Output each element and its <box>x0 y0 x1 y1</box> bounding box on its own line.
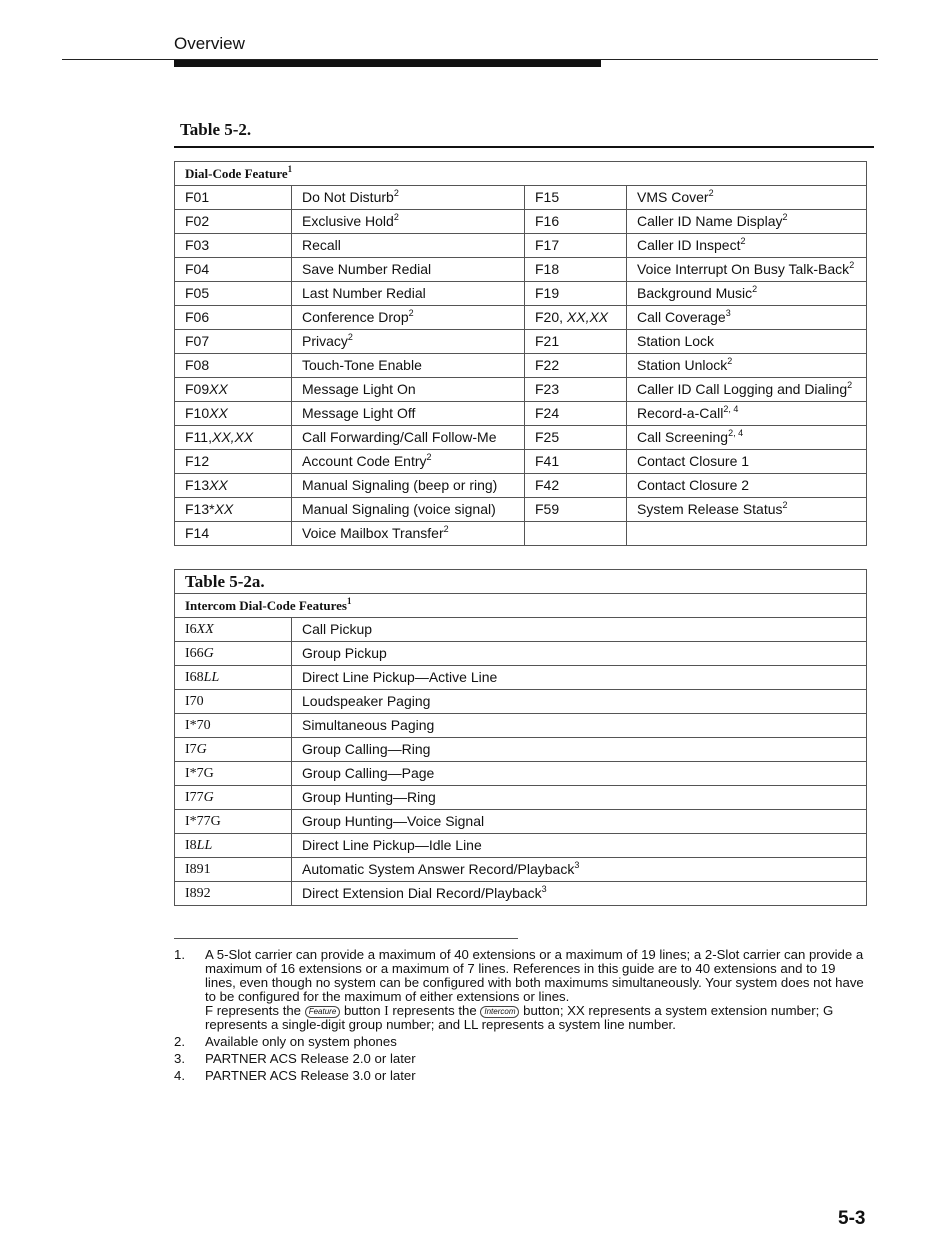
dial-code-variable: LL <box>196 838 213 853</box>
dial-code-cell <box>525 306 627 330</box>
feature-name-cell <box>627 306 867 330</box>
dial-code-variable: XX <box>209 381 228 397</box>
dial-code-prefix: F41 <box>535 453 560 469</box>
feature-name-cell <box>292 810 867 834</box>
table-row <box>175 786 867 810</box>
feature-name-cell <box>292 882 867 906</box>
dial-code-prefix: F13 <box>185 477 210 493</box>
dial-code-prefix: I*70 <box>185 718 211 733</box>
feature-name: Contact Closure 1 <box>637 453 750 469</box>
feature-name: VMS Cover <box>637 189 709 205</box>
dial-code-variable: XX <box>209 405 228 421</box>
feature-name-cell <box>627 258 867 282</box>
footnote-1-text-b1: F represents the <box>205 1003 302 1018</box>
footnote-4 <box>174 1069 866 1083</box>
feature-name: Manual Signaling (voice signal) <box>302 501 496 517</box>
table-header-row <box>175 594 867 618</box>
table-row <box>175 426 867 450</box>
feature-name-cell <box>292 258 525 282</box>
footnote-number: 1. <box>174 947 185 962</box>
feature-name-cell <box>292 714 867 738</box>
table-row <box>175 618 867 642</box>
footnote-2 <box>174 1035 866 1049</box>
dial-code-cell <box>175 450 292 474</box>
dial-code-variable: G <box>203 790 214 805</box>
dial-code-cell <box>175 690 292 714</box>
feature-name-cell <box>292 282 525 306</box>
dial-code-cell <box>175 642 292 666</box>
dial-code-cell <box>525 186 627 210</box>
feature-name-cell <box>292 618 867 642</box>
feature-name: System Release Status <box>637 501 783 517</box>
table-row <box>175 834 867 858</box>
footnote-ref: 3 <box>541 884 547 894</box>
caption-rule <box>174 146 874 148</box>
dial-code-cell <box>175 786 292 810</box>
dial-code-cell <box>525 426 627 450</box>
feature-name-cell <box>627 186 867 210</box>
dial-code-prefix: I*7G <box>185 766 214 781</box>
dial-code-prefix: I6 <box>185 622 197 637</box>
feature-name-cell <box>292 306 525 330</box>
feature-name-cell <box>292 522 525 546</box>
footnote-number: 4. <box>174 1068 185 1083</box>
dial-code-cell <box>175 210 292 234</box>
feature-name: Conference Drop <box>302 309 409 325</box>
table-row <box>175 378 867 402</box>
footnote-ref: 3 <box>725 308 731 318</box>
feature-name-cell <box>292 354 525 378</box>
dial-code-cell <box>525 474 627 498</box>
feature-name-cell <box>627 234 867 258</box>
dial-code-cell <box>525 210 627 234</box>
feature-name-cell <box>627 474 867 498</box>
feature-name: Group Pickup <box>302 645 387 661</box>
table-row <box>175 762 867 786</box>
feature-name: Direct Line Pickup—Idle Line <box>302 837 482 853</box>
dial-code-cell <box>175 354 292 378</box>
feature-name-cell <box>627 522 867 546</box>
feature-name: Privacy <box>302 333 348 349</box>
dial-code-variable: XX,XX <box>566 309 609 325</box>
feature-name-cell <box>292 834 867 858</box>
feature-name-cell <box>627 450 867 474</box>
footnote-1-text-b4: button; XX represents a system extension number; G represents a single-digit group number; and LL represents a system line number. <box>205 1003 834 1032</box>
dial-code-cell <box>175 234 292 258</box>
feature-name: Direct Line Pickup—Active Line <box>302 669 498 685</box>
feature-name-cell <box>292 402 525 426</box>
dial-code-prefix: I70 <box>185 694 204 709</box>
table-5-2a-caption: Table 5-2a. <box>175 570 867 594</box>
footnote-ref: 2 <box>752 284 758 294</box>
page-number: 5-3 <box>838 1208 866 1229</box>
feature-name: Record-a-Call <box>637 405 724 421</box>
feature-name-cell <box>627 210 867 234</box>
dial-code-cell <box>175 618 292 642</box>
feature-name-cell <box>627 282 867 306</box>
dial-code-cell <box>525 378 627 402</box>
dial-code-prefix: F11, <box>185 429 212 445</box>
dial-code-prefix: F09 <box>185 381 210 397</box>
footnote-ref: 2 <box>426 452 432 462</box>
dial-code-prefix: F24 <box>535 405 560 421</box>
footnote-ref: 3 <box>574 860 580 870</box>
feature-name: Call Coverage <box>637 309 726 325</box>
dial-code-prefix: F21 <box>535 333 560 349</box>
header-bar <box>174 60 601 67</box>
footnote-1-letter: I <box>384 1003 389 1018</box>
heading-note: 1 <box>287 164 293 174</box>
dial-code-prefix: F10 <box>185 405 210 421</box>
feature-name: Station Lock <box>637 333 715 349</box>
dial-code-prefix: F06 <box>185 309 210 325</box>
table-row <box>175 402 867 426</box>
dial-code-cell <box>525 402 627 426</box>
dial-code-prefix: F05 <box>185 285 210 301</box>
feature-name: Group Calling—Page <box>302 765 435 781</box>
dial-code-cell <box>175 402 292 426</box>
dial-code-prefix: F15 <box>535 189 560 205</box>
dial-code-prefix: I68 <box>185 670 204 685</box>
feature-name: Contact Closure 2 <box>637 477 750 493</box>
feature-name-cell <box>292 186 525 210</box>
feature-name: Voice Interrupt On Busy Talk-Back <box>637 261 850 277</box>
feature-name-cell <box>292 330 525 354</box>
feature-name-cell <box>292 858 867 882</box>
feature-name: Call Forwarding/Call Follow-Me <box>302 429 497 445</box>
feature-name: Call Pickup <box>302 621 373 637</box>
heading-note: 1 <box>347 596 352 606</box>
dial-code-prefix: F59 <box>535 501 560 517</box>
dial-code-variable: XX <box>214 501 234 517</box>
feature-name: Touch-Tone Enable <box>302 357 422 373</box>
dial-code-cell <box>175 522 292 546</box>
dial-code-cell <box>175 306 292 330</box>
feature-name-cell <box>292 786 867 810</box>
dial-code-cell <box>525 234 627 258</box>
feature-name: Last Number Redial <box>302 285 426 301</box>
dial-code-cell <box>175 882 292 906</box>
dial-code-prefix: F02 <box>185 213 210 229</box>
feature-name: Message Light On <box>302 381 416 397</box>
dial-code-table <box>174 161 867 546</box>
dial-code-prefix: F18 <box>535 261 560 277</box>
feature-name-cell <box>627 402 867 426</box>
dial-code-cell <box>175 426 292 450</box>
table-row <box>175 186 867 210</box>
feature-name: Group Calling—Ring <box>302 741 431 757</box>
feature-name-cell <box>292 450 525 474</box>
dial-code-cell <box>175 258 292 282</box>
footnote-ref: 2, 4 <box>723 404 739 414</box>
dial-code-cell <box>525 330 627 354</box>
feature-name: Caller ID Inspect <box>637 237 741 253</box>
dial-code-prefix: F19 <box>535 285 560 301</box>
table-row <box>175 522 867 546</box>
footnote-ref: 2 <box>740 236 746 246</box>
feature-name: Call Screening <box>637 429 729 445</box>
dial-code-prefix: F04 <box>185 261 210 277</box>
feature-name: Save Number Redial <box>302 261 432 277</box>
dial-code-cell <box>525 258 627 282</box>
dial-code-cell <box>175 738 292 762</box>
footnote-ref: 2 <box>849 260 855 270</box>
dial-code-prefix: I*77G <box>185 814 221 829</box>
table-row <box>175 282 867 306</box>
table-row <box>175 450 867 474</box>
feature-name: Caller ID Call Logging and Dialing <box>637 381 848 397</box>
table-row <box>175 330 867 354</box>
dial-code-prefix: F42 <box>535 477 560 493</box>
feature-name-cell <box>627 330 867 354</box>
feature-name: Caller ID Name Display <box>637 213 783 229</box>
dial-code-cell <box>175 666 292 690</box>
footnote-rule <box>174 938 518 939</box>
dial-code-prefix: F25 <box>535 429 560 445</box>
dial-code-variable: G <box>196 742 207 757</box>
dial-code-variable: XX,XX <box>211 429 254 445</box>
dial-code-prefix: F08 <box>185 357 210 373</box>
table-row <box>175 354 867 378</box>
footnote-1-text: A 5-Slot carrier can provide a maximum of 40 extensions or a maximum of 19 lines; a 2-Slot carrier can provide a maximum of 16 extensions or a maximum of 7 lines. References in this guide are to 40 extensions and to 19 lines, even though no system can be configured with both maximums simultaneously. Your system does not have to be configured for the maximum of either extensions or lines. <box>205 947 864 1004</box>
feature-name-cell <box>292 690 867 714</box>
dial-code-prefix: F17 <box>535 237 560 253</box>
dial-code-cell <box>525 354 627 378</box>
feature-name-cell <box>292 210 525 234</box>
table-row <box>175 666 867 690</box>
heading-text: Dial-Code Feature <box>185 166 288 181</box>
footnote-1-text-b2: button <box>343 1003 381 1018</box>
dial-code-prefix: F20, <box>535 309 567 325</box>
dial-code-cell <box>175 186 292 210</box>
feature-name-cell <box>627 354 867 378</box>
footnote-ref: 2 <box>393 212 399 222</box>
dial-code-cell <box>525 282 627 306</box>
dial-code-prefix: F03 <box>185 237 210 253</box>
dial-code-variable: G <box>203 646 214 661</box>
dial-code-variable: XX <box>209 477 228 493</box>
dial-code-prefix: F13* <box>185 501 215 517</box>
dial-code-cell <box>175 834 292 858</box>
dial-code-cell <box>175 378 292 402</box>
footnote-ref: 2 <box>727 356 733 366</box>
feature-name: Recall <box>302 237 341 253</box>
feature-name-cell <box>292 426 525 450</box>
dial-code-prefix: F22 <box>535 357 560 373</box>
feature-name: Direct Extension Dial Record/Playback <box>302 885 542 901</box>
feature-name: Voice Mailbox Transfer <box>302 525 444 541</box>
dial-code-prefix: I66 <box>185 646 204 661</box>
table-row <box>175 642 867 666</box>
dial-code-prefix: F01 <box>185 189 210 205</box>
table-row <box>175 258 867 282</box>
table-heading <box>175 594 867 618</box>
dial-code-variable: XX <box>196 622 214 637</box>
feature-name: Group Hunting—Voice Signal <box>302 813 485 829</box>
feature-name-cell <box>292 762 867 786</box>
feature-key-icon: Feature <box>305 1006 341 1018</box>
dial-code-prefix: I8 <box>185 838 197 853</box>
table-title-row <box>175 570 867 594</box>
feature-name-cell <box>627 498 867 522</box>
feature-name: Account Code Entry <box>302 453 427 469</box>
footnote-ref: 2 <box>708 188 714 198</box>
feature-name: Group Hunting—Ring <box>302 789 436 805</box>
footnote-text: Available only on system phones <box>205 1034 397 1049</box>
dial-code-cell <box>525 498 627 522</box>
feature-name: Manual Signaling (beep or ring) <box>302 477 498 493</box>
footnote-ref: 2 <box>443 524 449 534</box>
footnote-text: PARTNER ACS Release 2.0 or later <box>205 1051 416 1066</box>
dial-code-cell <box>175 714 292 738</box>
feature-name-cell <box>292 738 867 762</box>
footnote-text <box>205 948 866 1032</box>
feature-name: Automatic System Answer Record/Playback <box>302 861 575 877</box>
table-row <box>175 210 867 234</box>
dial-code-cell <box>175 810 292 834</box>
intercom-key-icon: Intercom <box>480 1006 519 1018</box>
table-row <box>175 858 867 882</box>
dial-code-cell <box>175 498 292 522</box>
feature-name: Exclusive Hold <box>302 213 394 229</box>
dial-code-prefix: F14 <box>185 525 210 541</box>
dial-code-cell <box>175 474 292 498</box>
dial-code-prefix: I892 <box>185 886 211 901</box>
dial-code-cell <box>175 330 292 354</box>
table-row <box>175 690 867 714</box>
table-heading <box>175 162 867 186</box>
dial-code-prefix: F16 <box>535 213 560 229</box>
heading-text: Intercom Dial-Code Features <box>185 598 347 613</box>
footnote-1 <box>174 948 866 1032</box>
table-header-row <box>175 162 867 186</box>
running-head: Overview <box>174 34 245 53</box>
table-row <box>175 306 867 330</box>
table-row <box>175 882 867 906</box>
feature-name: Simultaneous Paging <box>302 717 435 733</box>
feature-name-cell <box>292 666 867 690</box>
feature-name: Do Not Disturb <box>302 189 394 205</box>
dial-code-prefix: F23 <box>535 381 560 397</box>
dial-code-prefix: F07 <box>185 333 210 349</box>
table-row <box>175 738 867 762</box>
footnote-ref: 2 <box>347 332 353 342</box>
dial-code-cell <box>175 858 292 882</box>
feature-name: Loudspeaker Paging <box>302 693 431 709</box>
footnote-ref: 2 <box>782 500 788 510</box>
feature-name-cell <box>627 426 867 450</box>
table-row <box>175 498 867 522</box>
dial-code-prefix: I891 <box>185 862 211 877</box>
feature-name: Station Unlock <box>637 357 728 373</box>
footnote-1-text-b3: represents the <box>392 1003 477 1018</box>
table-row <box>175 234 867 258</box>
dial-code-variable: LL <box>203 670 220 685</box>
footnote-number: 3. <box>174 1051 185 1066</box>
dial-code-cell <box>175 282 292 306</box>
intercom-dial-code-table <box>174 569 867 906</box>
footnote-ref: 2 <box>847 380 853 390</box>
feature-name-cell <box>292 642 867 666</box>
dial-code-cell <box>525 522 627 546</box>
footnote-ref: 2 <box>393 188 399 198</box>
dial-code-prefix: I7 <box>185 742 197 757</box>
footnote-ref: 2 <box>782 212 788 222</box>
footnote-ref: 2 <box>408 308 414 318</box>
dial-code-prefix: F12 <box>185 453 210 469</box>
footnotes <box>174 948 866 1086</box>
dial-code-cell <box>175 762 292 786</box>
feature-name: Message Light Off <box>302 405 416 421</box>
footnote-3 <box>174 1052 866 1066</box>
table-row <box>175 810 867 834</box>
footnote-number: 2. <box>174 1034 185 1049</box>
table-row <box>175 714 867 738</box>
footnote-text: PARTNER ACS Release 3.0 or later <box>205 1068 416 1083</box>
feature-name-cell <box>292 498 525 522</box>
table-5-2-caption: Table 5-2. <box>180 120 252 139</box>
feature-name-cell <box>292 234 525 258</box>
dial-code-prefix: I77 <box>185 790 204 805</box>
feature-name-cell <box>292 474 525 498</box>
footnote-ref: 2, 4 <box>728 428 744 438</box>
feature-name: Background Music <box>637 285 753 301</box>
feature-name-cell <box>627 378 867 402</box>
dial-code-cell <box>525 450 627 474</box>
feature-name-cell <box>292 378 525 402</box>
table-row <box>175 474 867 498</box>
